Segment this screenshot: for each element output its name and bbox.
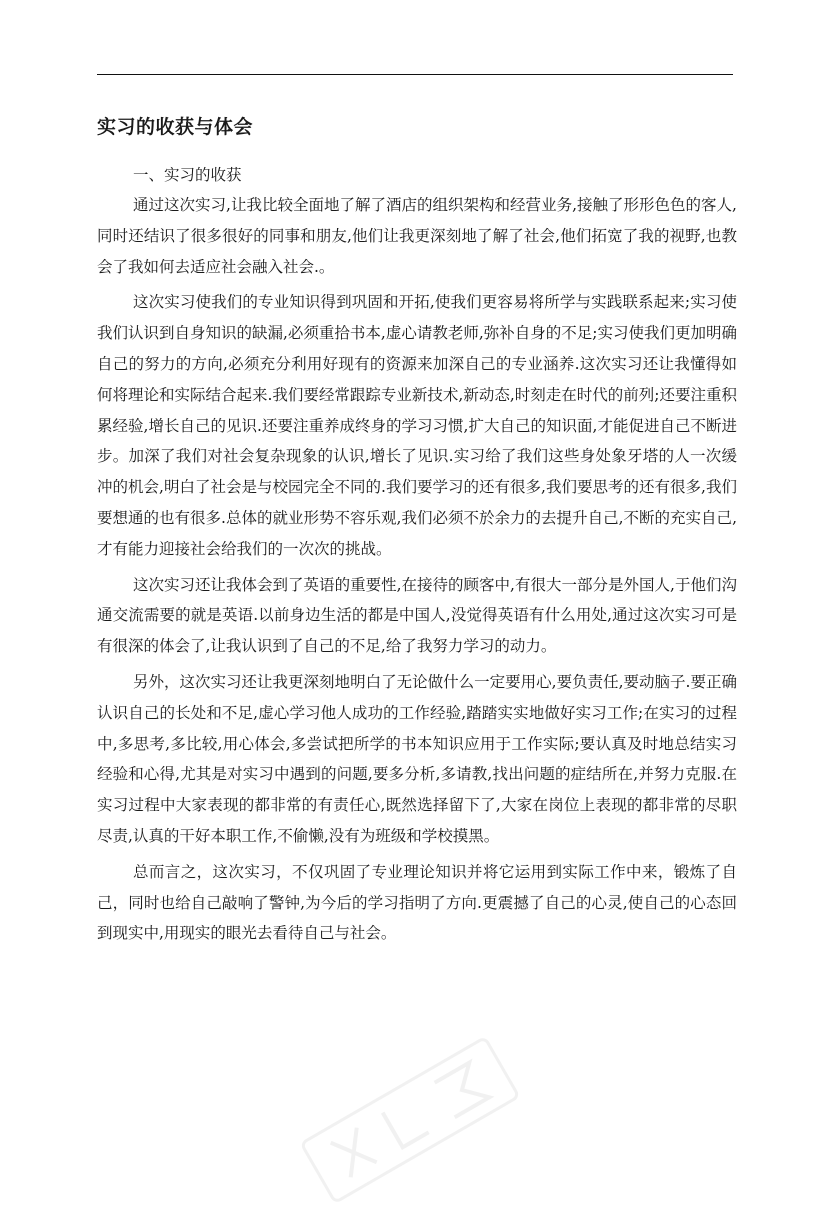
paragraph-4: 另外，这次实习还让我更深刻地明白了无论做什么一定要用心,要负责任,要动脑子.要正确认识自己的长处和不足,虚心学习他人成功的工作经验,踏踏实实地做好实习工作;在实习的过程中,多思考,多比较,用心体会,多尝试把所学的书本知识应用于工作实际;要认真及时地总结实习经验和心得,尤其是对实习中遇到的问题,要多分析,多请教,找出问题的症结所在,并努力克服.在实习过程中大家表现的都非常的有责任心,既然选择留下了,大家在岗位上表现的都非常的尽职尽责,认真的干好本职工作,不偷懒,没有为班级和学校摸黑。 — [97, 672, 737, 845]
section-heading: 一、实习的收获 — [133, 166, 242, 184]
document-title: 实习的收获与体会 — [97, 116, 254, 138]
header-rule — [97, 74, 733, 75]
document-body — [97, 160, 737, 954]
paragraph-2: 这次实习使我们的专业知识得到巩固和开拓,使我们更容易将所学与实践联系起来;实习使我们认识到自身知识的缺漏,必须重拾书本,虚心请教老师,弥补自身的不足;实习使我们更加明确自己的努力的方向,必须充分利用好现有的资源来加深自己的专业涵养.这次实习还让我懂得如何将理论和实际结合起来.我们要经常跟踪专业新技术,新动态,时刻走在时代的前列;还要注重积累经验,增长自己的见识.还要注重养成终身的学习习惯,扩大自己的知识面,才能促进自己不断进步。加深了我们对社会复杂现象的认识,增长了见识.实习给了我们这些身处象牙塔的人一次缓冲的机会,明白了社会是与校园完全不同的.我们要学习的还有很多,我们要思考的还有很多,我们要想通的也有很多.总体的就业形势不容乐观,我们必须不於余力的去提升自己,不断的充实自己,才有能力迎接社会给我们的一次次的挑战。 — [97, 293, 738, 558]
watermark-graphic — [295, 1030, 526, 1209]
paragraph-3: 这次实习还让我体会到了英语的重要性,在接待的顾客中,有很大一部分是外国人,于他们沟通交流需要的就是英语.以前身边生活的都是中国人,没觉得英语有什么用处,通过这次实习可是有很深的体会了,让我认识到了自己的不足,给了我努力学习的动力。 — [97, 575, 737, 656]
paragraph-1: 通过这次实习,让我比较全面地了解了酒店的组织架构和经营业务,接触了形形色色的客人,同时还结识了很多很好的同事和朋友,他们让我更深刻地了解了社会,他们拓宽了我的视野,也教会了我如何去适应社会融入社会.。 — [97, 196, 737, 276]
paragraph-5: 总而言之，这次实习，不仅巩固了专业理论知识并将它运用到实际工作中来，锻炼了自己，同时也给自己敲响了警钟,为今后的学习指明了方向.更震撼了自己的心灵,使自己的心态回到现实中,用现实的眼光去看待自己与社会。 — [97, 862, 737, 943]
